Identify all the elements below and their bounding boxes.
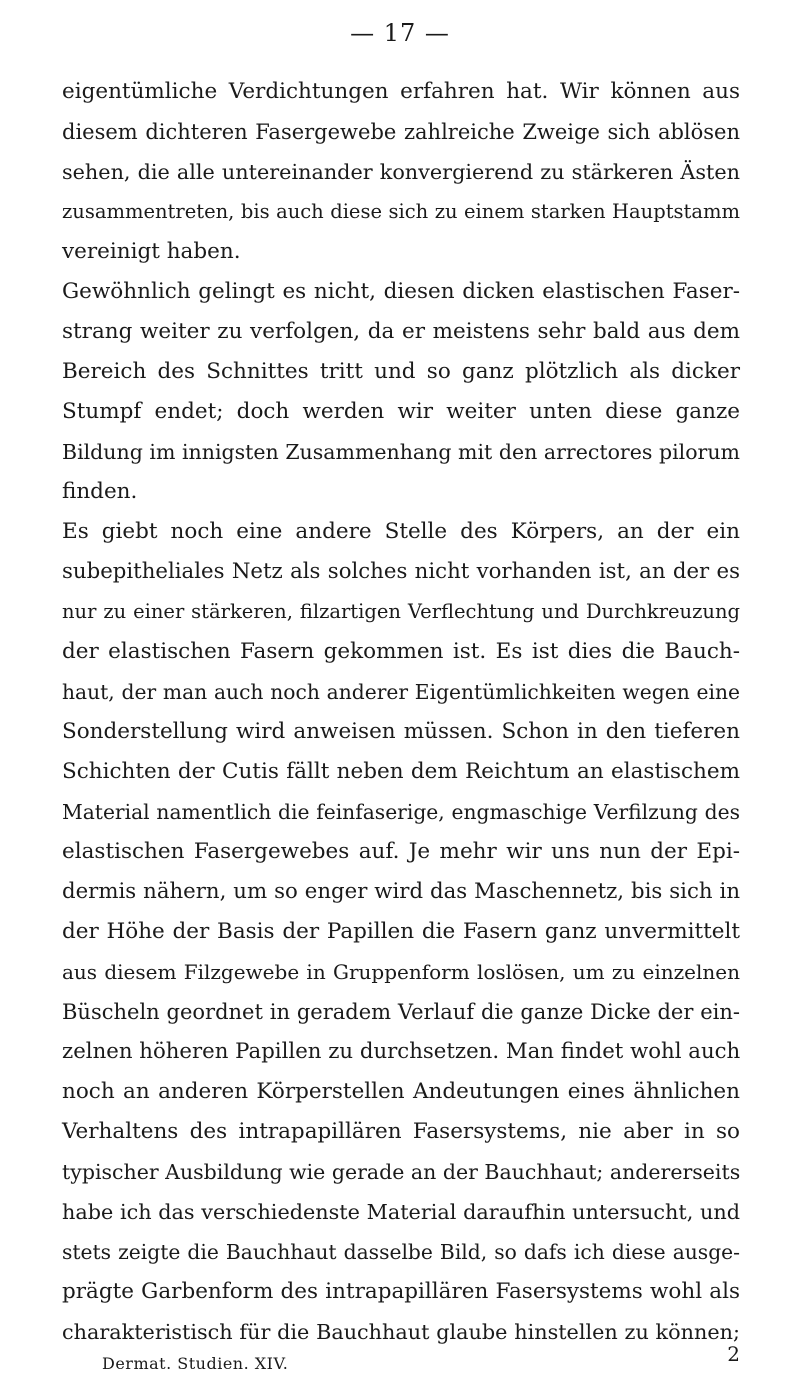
text-line: Bildung im innigsten Zusammenhang mit den arrectores pilorum xyxy=(62,440,740,464)
text-line: strang weiter zu verfolgen, da er meistens sehr bald aus dem xyxy=(62,319,740,344)
text-line: zelnen höheren Papillen zu durchsetzen. Man findet wohl auch xyxy=(62,1039,741,1064)
text-line: prägte Garbenform des intrapapillären Fasersystems wohl als xyxy=(62,1279,740,1304)
text-line: finden. xyxy=(62,479,138,504)
text-line: subepitheliales Netz als solches nicht vorhanden ist, an der es xyxy=(62,559,740,584)
text-line: Verhaltens des intrapapillären Fasersystems, nie aber in so xyxy=(62,1119,740,1144)
text-line: vereinigt haben. xyxy=(62,239,241,264)
text-line: Material namentlich die feinfaserige, engmaschige Verfilzung des xyxy=(62,800,740,824)
text-line: stets zeigte die Bauchhaut dasselbe Bild, so dafs ich diese ausge- xyxy=(62,1240,740,1264)
text-line: typischer Ausbildung wie gerade an der Bauchhaut; andererseits xyxy=(62,1160,741,1184)
text-line: der elastischen Fasern gekommen ist. Es ist dies die Bauch- xyxy=(62,639,740,664)
text-line: diesem dichteren Fasergewebe zahlreiche Zweige sich ablösen xyxy=(62,120,740,144)
text-line: elastischen Fasergewebes auf. Je mehr wir uns nun der Epi- xyxy=(62,839,740,864)
page-footer xyxy=(62,1342,740,1378)
text-line: dermis nähern, um so enger wird das Maschennetz, bis sich in xyxy=(62,879,740,904)
text-line: Sonderstellung wird anweisen müssen. Schon in den tieferen xyxy=(62,719,740,744)
text-line: charakteristisch für die Bauchhaut glaube hinstellen zu können; xyxy=(62,1320,740,1344)
text-line: sehen, die alle untereinander konvergierend zu stärkeren Ästen xyxy=(62,160,740,184)
text-line: Büscheln geordnet in geradem Verlauf die ganze Dicke der ein- xyxy=(62,1000,740,1024)
text-line: habe ich das verschiedenste Material daraufhin untersucht, und xyxy=(62,1200,740,1224)
text-line: Es giebt noch eine andere Stelle des Körpers, an der ein xyxy=(62,519,740,544)
text-line: der Höhe der Basis der Papillen die Fasern ganz unvermittelt xyxy=(62,919,740,944)
page-number: — 17 — xyxy=(350,19,450,47)
text-line: Schichten der Cutis fällt neben dem Reichtum an elastischem xyxy=(62,759,740,784)
text-line: nur zu einer stärkeren, filzartigen Verflechtung und Durchkreuzung xyxy=(62,600,740,623)
text-line: eigentümliche Verdichtungen erfahren hat. Wir können aus xyxy=(62,79,740,104)
footer-journal-signature: Dermat. Studien. XIV. xyxy=(102,1354,289,1373)
text-line: Gewöhnlich gelingt es nicht, diesen dicken elastischen Faser- xyxy=(62,279,740,304)
text-line: Bereich des Schnittes tritt und so ganz plötzlich als dicker xyxy=(62,359,740,384)
text-line: zusammentreten, bis auch diese sich zu einem starken Hauptstamm xyxy=(62,200,740,223)
footer-sheet-number: 2 xyxy=(727,1342,740,1366)
text-line: aus diesem Filzgewebe in Gruppenform loslösen, um zu einzelnen xyxy=(62,960,740,984)
text-line: haut, der man auch noch anderer Eigentümlichkeiten wegen eine xyxy=(62,680,740,704)
text-line: noch an anderen Körperstellen Andeutungen eines ähnlichen xyxy=(62,1079,740,1104)
text-line: Stumpf endet; doch werden wir weiter unten diese ganze xyxy=(62,399,740,424)
body-text xyxy=(62,72,740,1352)
